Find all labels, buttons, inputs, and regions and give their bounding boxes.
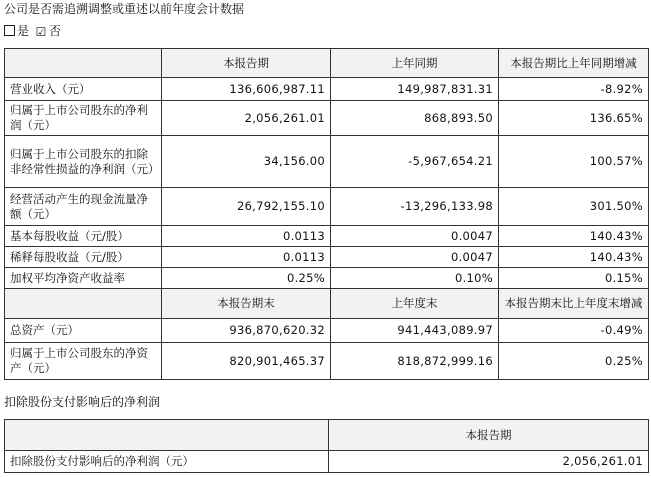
current-period-value: 34,156.00 [162, 136, 331, 188]
section-title: 扣除股份支付影响后的净利润 [4, 395, 161, 409]
row-label: 扣除股份支付影响后的净利润（元） [5, 451, 329, 473]
row-label: 归属于上市公司股东的扣除非经常性损益的净利润（元） [5, 136, 162, 188]
header-cell [5, 420, 329, 451]
row-label: 基本每股收益（元/股） [5, 226, 162, 247]
current-period-value: 136,606,987.11 [162, 78, 331, 101]
restatement-options [4, 22, 67, 39]
change-value: 136.65% [499, 101, 649, 136]
change-value: 301.50% [499, 188, 649, 226]
row-label: 营业收入（元） [5, 78, 162, 101]
header-cell: 本报告期末 [162, 289, 331, 319]
header-cell: 上年度末 [331, 289, 499, 319]
table-row [5, 451, 649, 473]
row-label: 稀释每股收益（元/股） [5, 247, 162, 268]
adjusted-net-profit-table [4, 419, 649, 473]
table-row [5, 188, 649, 226]
prior-year-end-value: 818,872,999.16 [331, 343, 499, 380]
prior-period-value: 0.0047 [331, 247, 499, 268]
table-row [5, 268, 649, 289]
table-header-row [5, 49, 649, 78]
prior-period-value: 0.10% [331, 268, 499, 289]
question-text: 公司是否需追溯调整或重述以前年度会计数据 [4, 2, 245, 16]
table-row [5, 101, 649, 136]
change-value: 0.25% [499, 343, 649, 380]
row-label: 经营活动产生的现金流量净额（元） [5, 188, 162, 226]
row-label: 总资产（元） [5, 319, 162, 343]
prior-year-end-value: 941,443,089.97 [331, 319, 499, 343]
change-value: 140.43% [499, 226, 649, 247]
prior-period-value: 0.0047 [331, 226, 499, 247]
current-period-value: 0.25% [162, 268, 331, 289]
table-row [5, 136, 649, 188]
header-cell [5, 289, 162, 319]
current-period-value: 2,056,261.01 [329, 451, 649, 473]
yes-label: 是 [17, 24, 30, 38]
period-end-value: 936,870,620.32 [162, 319, 331, 343]
change-value: 0.15% [499, 268, 649, 289]
header-cell: 上年同期 [331, 49, 499, 78]
header-cell: 本报告期 [162, 49, 331, 78]
table-row [5, 319, 649, 343]
current-period-value: 26,792,155.10 [162, 188, 331, 226]
no-checkbox[interactable]: ☑ [35, 25, 47, 39]
header-cell [5, 49, 162, 78]
table-row [5, 247, 649, 268]
header-cell: 本报告期 [329, 420, 649, 451]
prior-period-value: -5,967,654.21 [331, 136, 499, 188]
prior-period-value: -13,296,133.98 [331, 188, 499, 226]
yes-checkbox[interactable] [4, 25, 15, 36]
table-row [5, 78, 649, 101]
header-cell: 本报告期末比上年度末增减 [499, 289, 649, 319]
table-row [5, 226, 649, 247]
current-period-value: 2,056,261.01 [162, 101, 331, 136]
change-value: -8.92% [499, 78, 649, 101]
period-end-value: 820,901,465.37 [162, 343, 331, 380]
header-cell: 本报告期比上年同期增减 [499, 49, 649, 78]
current-period-value: 0.0113 [162, 247, 331, 268]
no-label: 否 [49, 24, 62, 38]
table-row [5, 343, 649, 380]
row-label: 加权平均净资产收益率 [5, 268, 162, 289]
table-header-row [5, 289, 649, 319]
row-label: 归属于上市公司股东的净利润（元） [5, 101, 162, 136]
row-label: 归属于上市公司股东的净资产（元） [5, 343, 162, 380]
change-value: -0.49% [499, 319, 649, 343]
prior-period-value: 149,987,831.31 [331, 78, 499, 101]
current-period-value: 0.0113 [162, 226, 331, 247]
change-value: 100.57% [499, 136, 649, 188]
table-header-row [5, 420, 649, 451]
change-value: 140.43% [499, 247, 649, 268]
financial-data-table [4, 48, 649, 380]
prior-period-value: 868,893.50 [331, 101, 499, 136]
